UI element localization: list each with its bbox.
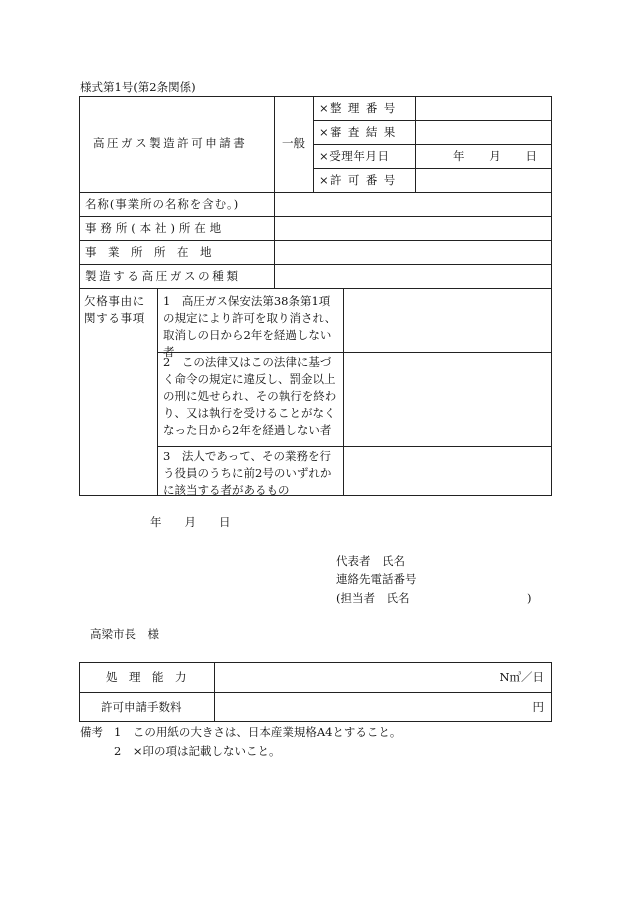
- representative-name-label: 代表者 氏名: [336, 554, 405, 568]
- category-label: 一般: [282, 136, 305, 150]
- disqualification-item-1: 1 高圧ガス保安法第38条第1項の規定により許可を取り消され、取消しの日から2年を経過しない者: [163, 294, 337, 359]
- row-label-site-address: 事 業 所 所 在 地: [85, 245, 212, 259]
- capacity-fee-table: [79, 662, 553, 722]
- application-date[interactable]: 年 月 日: [150, 515, 231, 529]
- contact-person-label: (担当者 氏名: [336, 591, 410, 605]
- notes-heading: 備考: [80, 725, 103, 739]
- row-label-name: 名称(事業所の名称を含む。): [85, 197, 240, 211]
- capacity-label: 処 理 能 力: [106, 670, 187, 684]
- form-title: 高圧ガス製造許可申請書: [93, 136, 248, 150]
- row-label-gas-type: 製造する高圧ガスの種類: [85, 269, 241, 283]
- fee-unit[interactable]: 円: [532, 700, 544, 714]
- admin-label-permit-number: ×許 可 番 号: [319, 173, 397, 187]
- fee-label: 許可申請手数料: [101, 700, 182, 714]
- capacity-unit[interactable]: N㎥／日: [499, 670, 544, 684]
- form-label: 様式第1号(第2条関係): [80, 80, 196, 94]
- disqualification-item-2: 2 この法律又はこの法律に基づく命令の規定に違反し、罰金以上の刑に処せられ、その執行を終わり、又は執行を受けることがなくなった日から2年を経過しない者: [163, 355, 337, 437]
- admin-label-reference-number: ×整 理 番 号: [319, 101, 397, 115]
- disqualification-label: 欠格事由に関する事項: [84, 294, 145, 325]
- admin-value-receipt-date[interactable]: 年 月 日: [453, 149, 538, 163]
- admin-label-receipt-date: ×受理年月日: [319, 149, 390, 163]
- addressee: 高梁市長 様: [90, 627, 159, 641]
- contact-phone-label: 連絡先電話番号: [336, 572, 417, 586]
- disqualification-item-3: 3 法人であって、その業務を行う役員のうちに前2号のいずれかに該当する者があるもの: [163, 449, 332, 497]
- note-item-1: 1 この用紙の大きさは、日本産業規格A4とすること。: [114, 725, 402, 739]
- admin-label-review-result: ×審 査 結 果: [319, 125, 397, 139]
- row-label-office-address: 事務所(本社)所在地: [85, 221, 226, 235]
- contact-person-close: ): [527, 591, 532, 605]
- note-item-2: 2 ×印の項は記載しないこと。: [114, 744, 281, 758]
- application-table: [79, 96, 553, 496]
